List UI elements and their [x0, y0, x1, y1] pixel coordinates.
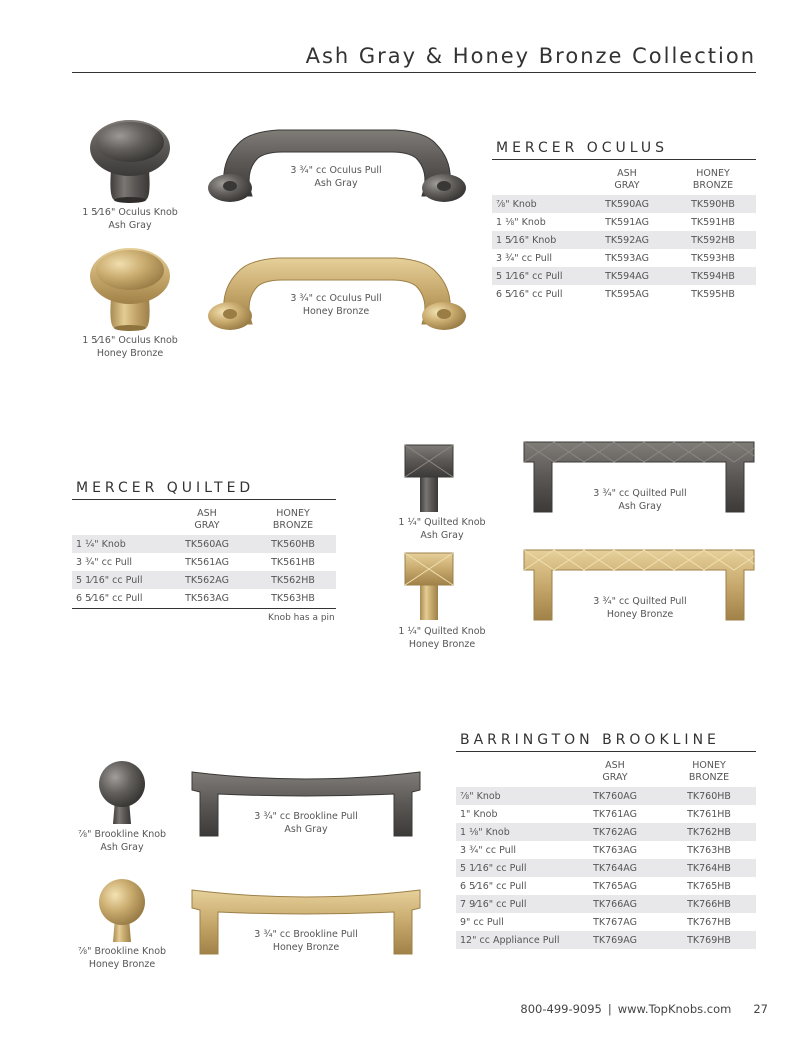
brookline-heading: BARRINGTON BROOKLINE [460, 732, 720, 748]
footer-website-link[interactable]: www.TopKnobs.com [617, 1002, 732, 1016]
quilted-knob-ash-image [404, 444, 454, 514]
table-row: 1 ⅛" Knob TK591AG TK591HB [496, 216, 735, 228]
quilted-col-honey: HONEY BRONZE [272, 508, 314, 531]
table-row: 9" cc Pull TK767AG TK767HB [460, 916, 731, 928]
oculus-pull-honey-caption: 3 ¾" cc Oculus Pull Honey Bronze [290, 293, 382, 317]
footer-separator: | [607, 1002, 612, 1016]
oculus-col-honey: HONEY BRONZE [692, 168, 734, 191]
brookline-heading-rule [456, 751, 756, 752]
footer-phone: 800-499-9095 [520, 1002, 602, 1016]
oculus-spec-table [492, 168, 756, 303]
table-row: 3 ¾" cc Pull TK593AG TK593HB [496, 252, 735, 264]
oculus-knob-honey-caption: 1 5⁄16" Oculus Knob Honey Bronze [82, 335, 178, 359]
title-rule [72, 72, 756, 73]
brookline-col-ash: ASH GRAY [602, 760, 628, 783]
quilted-knob-honey-caption: 1 ¼" Quilted Knob Honey Bronze [398, 626, 486, 650]
table-row: 5 1⁄16" cc Pull TK594AG TK594HB [492, 267, 756, 285]
table-row: 1 ¼" Knob TK560AG TK560HB [72, 535, 336, 553]
table-row: 6 5⁄16" cc Pull TK595AG TK595HB [496, 288, 735, 300]
oculus-knob-honey-image [88, 246, 172, 332]
table-row: 5 1⁄16" cc Pull TK562AG TK562HB [72, 571, 336, 589]
quilted-note: Knob has a pin [268, 613, 335, 623]
quilted-heading: MERCER QUILTED [76, 480, 255, 496]
quilted-knob-honey-image [404, 552, 454, 622]
table-row: ⅞" Knob TK760AG TK760HB [456, 787, 756, 805]
quilted-table-bottom-rule [72, 608, 336, 609]
table-row: 6 5⁄16" cc Pull TK765AG TK765HB [460, 880, 731, 892]
quilted-spec-table [72, 508, 336, 607]
quilted-knob-ash-caption: 1 ¼" Quilted Knob Ash Gray [398, 517, 486, 541]
quilted-heading-rule [72, 499, 336, 500]
quilted-pull-honey-caption: 3 ¾" cc Quilted Pull Honey Bronze [593, 596, 687, 620]
brookline-col-honey: HONEY BRONZE [688, 760, 730, 783]
table-row: 12" cc Appliance Pull TK769AG TK769HB [456, 931, 756, 949]
table-row: 1 ⅛" Knob TK762AG TK762HB [456, 823, 756, 841]
page-footer [520, 1002, 768, 1016]
brookline-knob-ash-caption: ⅞" Brookline Knob Ash Gray [77, 829, 167, 853]
table-row: 6 5⁄16" cc Pull TK563AG TK563HB [76, 592, 315, 604]
quilted-col-ash: ASH GRAY [194, 508, 220, 531]
oculus-knob-ash-image [88, 118, 172, 204]
oculus-heading: MERCER OCULUS [496, 140, 669, 156]
brookline-knob-ash-image [98, 760, 146, 826]
table-row: 3 ¾" cc Pull TK763AG TK763HB [460, 844, 731, 856]
table-row: 1 5⁄16" Knob TK592AG TK592HB [492, 231, 756, 249]
brookline-knob-honey-caption: ⅞" Brookline Knob Honey Bronze [77, 946, 167, 970]
oculus-knob-ash-caption: 1 5⁄16" Oculus Knob Ash Gray [82, 207, 178, 231]
page-number: 27 [753, 1002, 768, 1016]
brookline-knob-honey-image [98, 878, 146, 944]
brookline-pull-honey-caption: 3 ¾" cc Brookline Pull Honey Bronze [254, 929, 358, 953]
oculus-col-ash: ASH GRAY [614, 168, 640, 191]
page-title: Ash Gray & Honey Bronze Collection [305, 44, 756, 68]
quilted-pull-ash-caption: 3 ¾" cc Quilted Pull Ash Gray [593, 488, 687, 512]
table-row: 3 ¾" cc Pull TK561AG TK561HB [76, 556, 315, 568]
table-row: 5 1⁄16" cc Pull TK764AG TK764HB [456, 859, 756, 877]
table-row: 1" Knob TK761AG TK761HB [460, 808, 731, 820]
brookline-spec-table [456, 760, 756, 949]
oculus-heading-rule [492, 159, 756, 160]
brookline-pull-ash-caption: 3 ¾" cc Brookline Pull Ash Gray [254, 811, 358, 835]
oculus-pull-ash-caption: 3 ¾" cc Oculus Pull Ash Gray [290, 165, 382, 189]
table-row: ⅞" Knob TK590AG TK590HB [492, 195, 756, 213]
table-row: 7 9⁄16" cc Pull TK766AG TK766HB [456, 895, 756, 913]
